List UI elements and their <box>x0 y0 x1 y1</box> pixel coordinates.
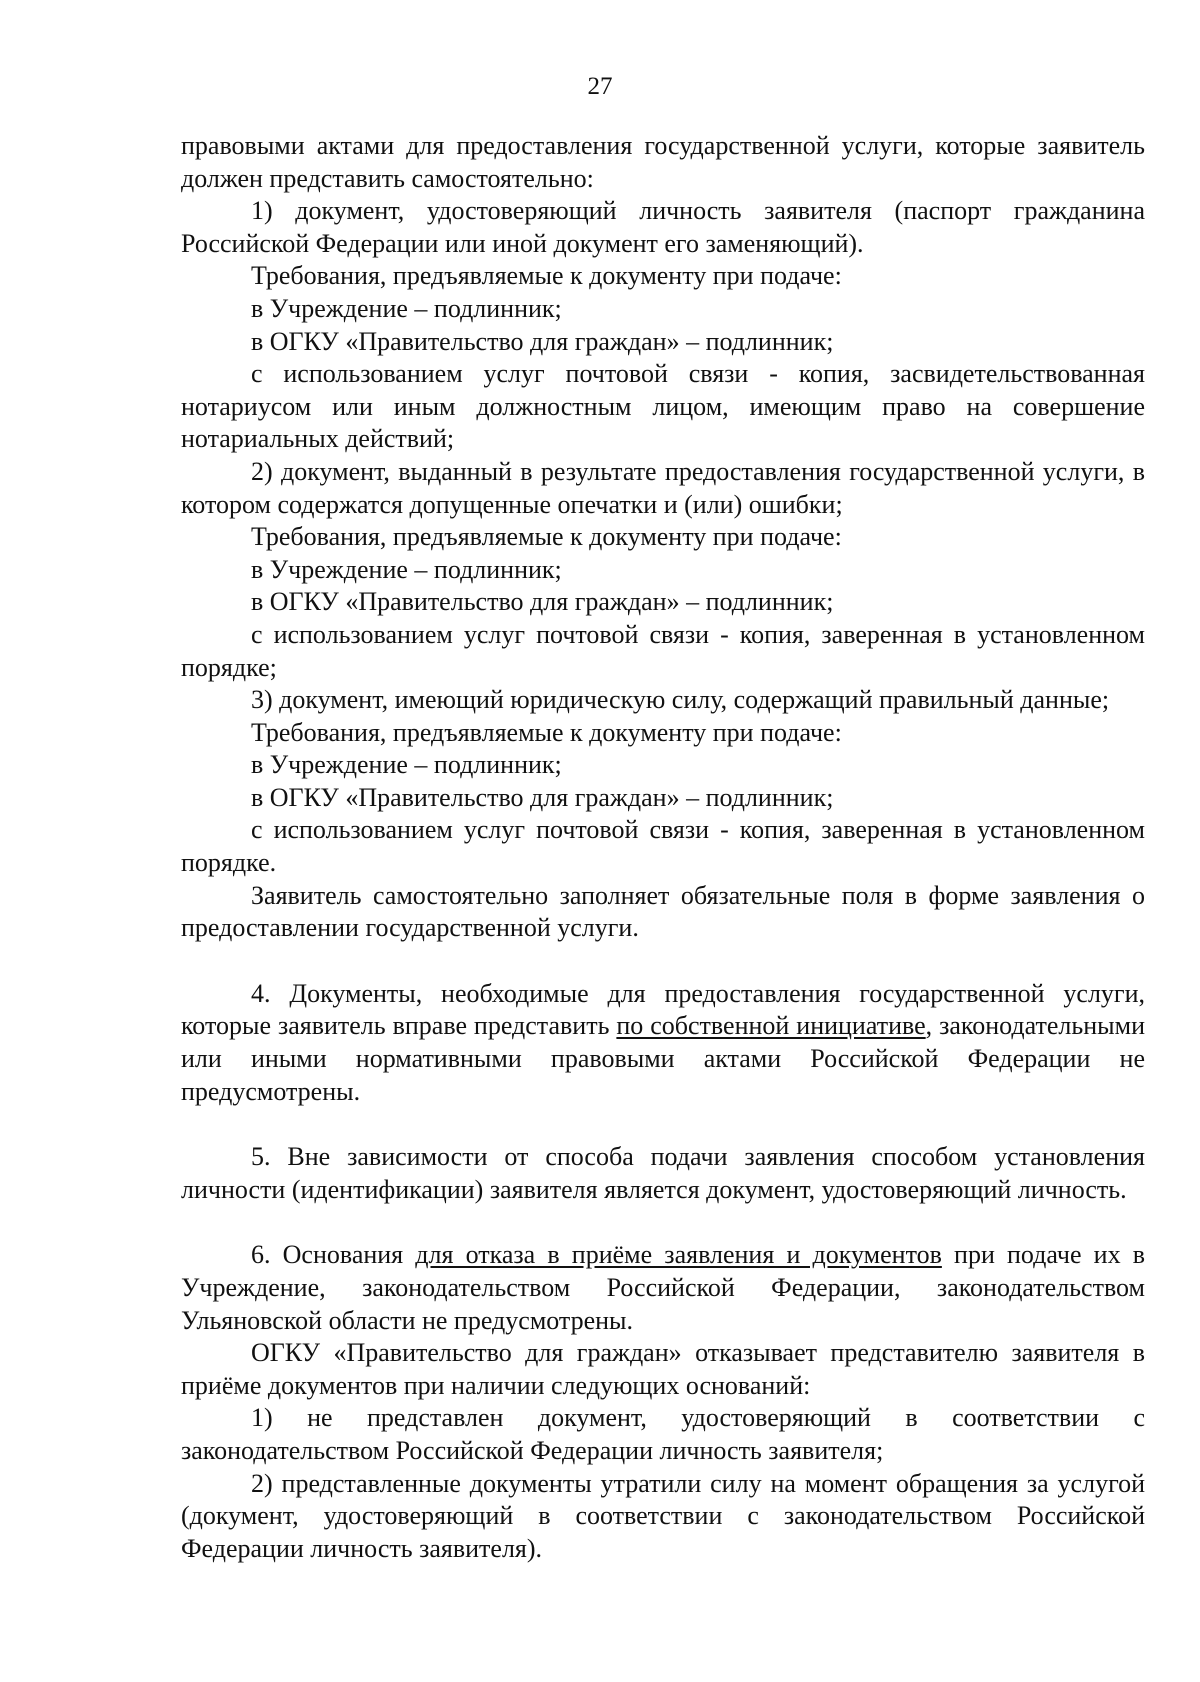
section-4-paragraph <box>181 978 1145 1108</box>
page-number: 27 <box>587 73 613 100</box>
text-run: 6. Основания <box>251 1240 416 1270</box>
section-5-paragraph: 5. Вне зависимости от способа подачи заявления способом установления личности (идентификации) заявителя является документ, удостоверяющий личность. <box>181 1142 1145 1204</box>
list-item-document-3: 3) документ, имеющий юридическую силу, содержащий правильный данные; <box>251 685 1110 715</box>
refusal-ground-1: 1) не представлен документ, удостоверяющий в соответствии с законодательством Российской Федерации личность заявителя; <box>181 1403 1145 1465</box>
requirements-heading: Требования, предъявляемые к документу при подаче: <box>251 522 842 552</box>
paragraph: Заявитель самостоятельно заполняет обязательные поля в форме заявления о предоставлении государственной услуги. <box>181 880 1145 943</box>
requirement-item: в ОГКУ «Правительство для граждан» – подлинник; <box>251 326 834 356</box>
underlined-text: по собственной инициативе <box>616 1011 926 1041</box>
requirement-item: в ОГКУ «Правительство для граждан» – подлинник; <box>251 782 834 812</box>
underlined-text: для отказа в приёме заявления и документов <box>415 1240 942 1270</box>
requirements-heading: Требования, предъявляемые к документу при подаче: <box>251 717 842 747</box>
text-run: , законодательными или иными нормативными правовыми актами Российской Федерации не предусмотрены. <box>181 1011 1145 1106</box>
list-item-document-1: 1) документ, удостоверяющий личность заявителя (паспорт гражданина Российской Федерации или иной документ его заменяющий). <box>181 196 1145 258</box>
requirement-item: в Учреждение – подлинник; <box>251 554 562 584</box>
requirement-item: в Учреждение – подлинник; <box>251 293 562 323</box>
text-run: 4. Документы, необходимые для предоставления государственной услуги, которые заявитель вправе представить <box>181 978 1145 1041</box>
requirement-item: в Учреждение – подлинник; <box>251 750 562 780</box>
requirement-item: с использованием услуг почтовой связи - копия, засвидетельствованная нотариусом или иным должностным лицом, имеющим право на совершение нотариальных действий; <box>181 359 1145 454</box>
requirement-item: с использованием услуг почтовой связи - копия, заверенная в установленном порядке; <box>181 619 1145 682</box>
list-item-document-2: 2) документ, выданный в результате предоставления государственной услуги, в котором содержатся допущенные опечатки и (или) ошибки; <box>181 456 1145 519</box>
requirements-heading: Требования, предъявляемые к документу при подаче: <box>251 261 842 291</box>
refusal-ground-2: 2) представленные документы утратили силу на момент обращения за услугой (документ, удостоверяющий в соответствии с законодательством Российской Федерации личность заявителя). <box>181 1468 1145 1563</box>
requirement-item: в ОГКУ «Правительство для граждан» – подлинник; <box>251 587 834 617</box>
document-body <box>181 130 1145 1565</box>
paragraph: ОГКУ «Правительство для граждан» отказывает представителю заявителя в приёме документов при наличии следующих оснований: <box>181 1338 1145 1400</box>
paragraph: правовыми актами для предоставления государственной услуги, которые заявитель должен представить самостоятельно: <box>181 131 1145 193</box>
requirement-item: с использованием услуг почтовой связи - копия, заверенная в установленном порядке. <box>181 815 1145 878</box>
text-run: при подаче их в Учреждение, законодательством Российской Федерации, законодательством Ульяновской области не предусмотрены. <box>181 1240 1145 1335</box>
section-6-paragraph <box>181 1239 1145 1337</box>
